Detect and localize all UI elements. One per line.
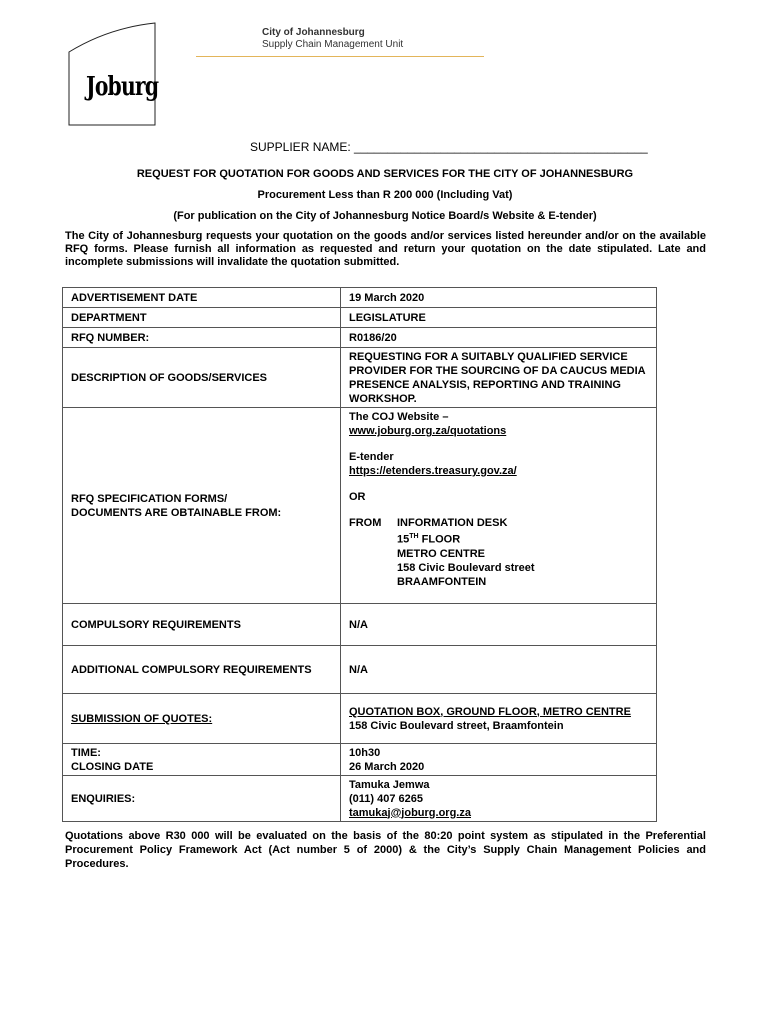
table-row [63,646,657,694]
table-row [63,694,657,744]
header-divider [196,56,484,57]
description-value: REQUESTING FOR A SUITABLY QUALIFIED SERVICE PROVIDER FOR THE SOURCING OF DA CAUCUS MEDIA PRESENCE ANALYSIS, REPORTING AND TRAINING WORKSHOP. [341,348,657,408]
table-row [63,348,657,408]
spec-forms-label [63,408,341,604]
contact-phone: (011) 407 6265 [349,792,424,805]
coj-website-label: The COJ Website – [349,411,449,423]
department-label: DEPARTMENT [63,308,341,328]
compulsory-value: N/A [341,604,657,646]
submission-value [341,694,657,744]
closing-date: 26 March 2020 [349,760,425,773]
rfq-number-value: R0186/20 [341,328,657,348]
contact-email-link[interactable]: tamukaj@joburg.org.za [349,806,471,819]
advert-date-label: ADVERTISEMENT DATE [63,288,341,308]
table-row [63,604,657,646]
address-line-2: 15TH FLOOR [397,533,461,546]
table-row [63,776,657,822]
enquiries-label: ENQUIRIES: [63,776,341,822]
table-row [63,308,657,328]
additional-compulsory-value: N/A [341,646,657,694]
time-closing-value [341,744,657,776]
evaluation-note: Quotations above R30 000 will be evaluated on the basis of the 80:20 point system as stipulated in the Preferential Procurement Policy Framework Act (Act number 5 of 2000) & the City’s Supply Chain Management Policies and Procedures. [65,830,706,870]
publication-note: (For publication on the City of Johannesburg Notice Board/s Website & E-tender) [173,210,597,222]
rfq-number-label: RFQ NUMBER: [63,328,341,348]
spec-forms-label-line1: RFQ SPECIFICATION FORMS/ [71,492,228,505]
spec-forms-value [341,408,657,604]
procurement-subtitle: Procurement Less than R 200 000 (Including Vat) [257,189,513,201]
etender-link[interactable]: https://etenders.treasury.gov.za/ [349,465,517,477]
coj-website-link[interactable]: www.joburg.org.za/quotations [349,425,507,437]
page-title: REQUEST FOR QUOTATION FOR GOODS AND SERVICES FOR THE CITY OF JOHANNESBURG [136,168,634,180]
time-closing-label: TIME: CLOSING DATE [63,744,341,776]
submission-address: 158 Civic Boulevard street, Braamfontein [349,719,564,732]
spec-forms-label-line2: DOCUMENTS ARE OBTAINABLE FROM: [71,506,282,519]
org-unit: Supply Chain Management Unit [262,39,404,50]
enquiries-value [341,776,657,822]
from-text: FROM [349,517,382,529]
intro-paragraph: The City of Johannesburg requests your quotation on the goods and/or services listed hereunder and/or on the available RFQ forms. Please furnish all information as requested and return your quotation on the date stipulated. Late and incomplete submissions will invalidate the quotation submitted. [65,230,706,268]
table-row [63,288,657,308]
address-line-5: BRAAMFONTEIN [397,575,487,588]
contact-name: Tamuka Jemwa [349,778,430,791]
address-line-1: FROM INFORMATION DESK [349,517,508,529]
joburg-logo: Joburg [86,72,159,102]
description-label: DESCRIPTION OF GOODS/SERVICES [63,348,341,408]
org-name: City of Johannesburg [262,27,365,38]
additional-compulsory-label: ADDITIONAL COMPULSORY REQUIREMENTS [63,646,341,694]
address-line-4: 158 Civic Boulevard street [397,561,535,574]
advert-date-value: 19 March 2020 [341,288,657,308]
org-header [262,27,403,51]
table-row [63,408,657,604]
submission-label: SUBMISSION OF QUOTES: [63,694,341,744]
or-text: OR [349,491,366,503]
submission-location: QUOTATION BOX, GROUND FLOOR, METRO CENTRE [349,705,631,718]
table-row [63,328,657,348]
address-line-3: METRO CENTRE [397,547,485,560]
supplier-name-field[interactable]: SUPPLIER NAME: ____________________________________________ [250,140,648,154]
table-row [63,744,657,776]
compulsory-label: COMPULSORY REQUIREMENTS [63,604,341,646]
department-value: LEGISLATURE [341,308,657,328]
etender-label: E-tender [349,451,394,463]
closing-time: 10h30 [349,746,381,759]
rfq-details-table [62,287,657,822]
